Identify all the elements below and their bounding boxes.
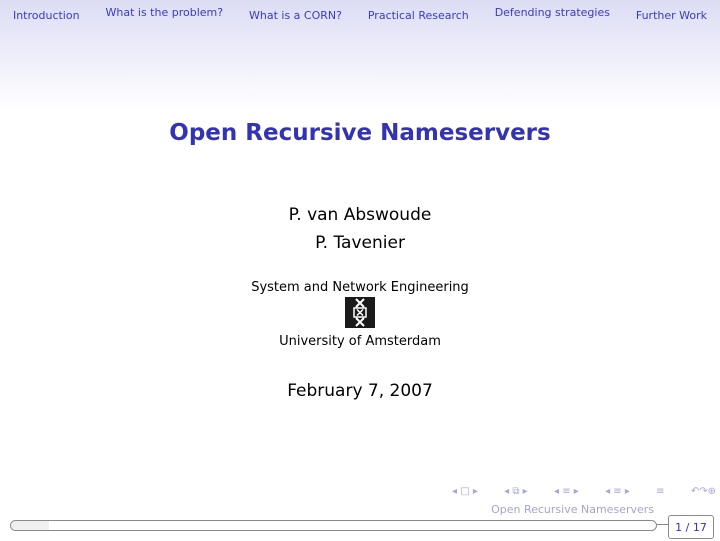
nav-defending-strategies[interactable]: Defending strategies <box>494 5 610 19</box>
nav-practical-research[interactable]: Practical Research <box>367 8 469 22</box>
progress-fill <box>11 521 49 530</box>
nav-search-icon[interactable]: ↶↷⊕ <box>690 486 716 497</box>
progress-bar <box>10 520 657 531</box>
nav-subsection-icon[interactable]: ◂ ≡ ▸ <box>554 486 579 497</box>
progress-connector <box>656 524 668 525</box>
institute-university: University of Amsterdam <box>279 334 441 349</box>
slide-title: Open Recursive Nameservers <box>169 120 551 146</box>
nav-frame-icon[interactable]: ◂ ⧉ ▸ <box>504 486 528 497</box>
author-1: P. van Abswoude <box>288 205 432 225</box>
nav-introduction[interactable]: Introduction <box>12 8 80 22</box>
author-2: P. Tavenier <box>315 233 405 253</box>
institute-department: System and Network Engineering <box>251 280 469 295</box>
slide-date: February 7, 2007 <box>287 381 433 401</box>
nav-slide-icon[interactable]: ◂ □ ▸ <box>452 486 478 497</box>
page-counter: 1 / 17 <box>668 515 714 539</box>
uva-logo-icon <box>345 297 375 328</box>
section-nav <box>0 0 720 30</box>
nav-align-icon[interactable]: ≡ <box>656 486 665 497</box>
nav-what-is-the-problem[interactable]: What is the problem? <box>105 5 224 19</box>
nav-section-icon[interactable]: ◂ ≡ ▸ <box>605 486 630 497</box>
footer-short-title: Open Recursive Nameservers <box>491 503 654 516</box>
beamer-navigation-symbols <box>452 486 716 500</box>
nav-further-work[interactable]: Further Work <box>635 8 708 22</box>
nav-what-is-a-corn[interactable]: What is a CORN? <box>248 8 342 22</box>
